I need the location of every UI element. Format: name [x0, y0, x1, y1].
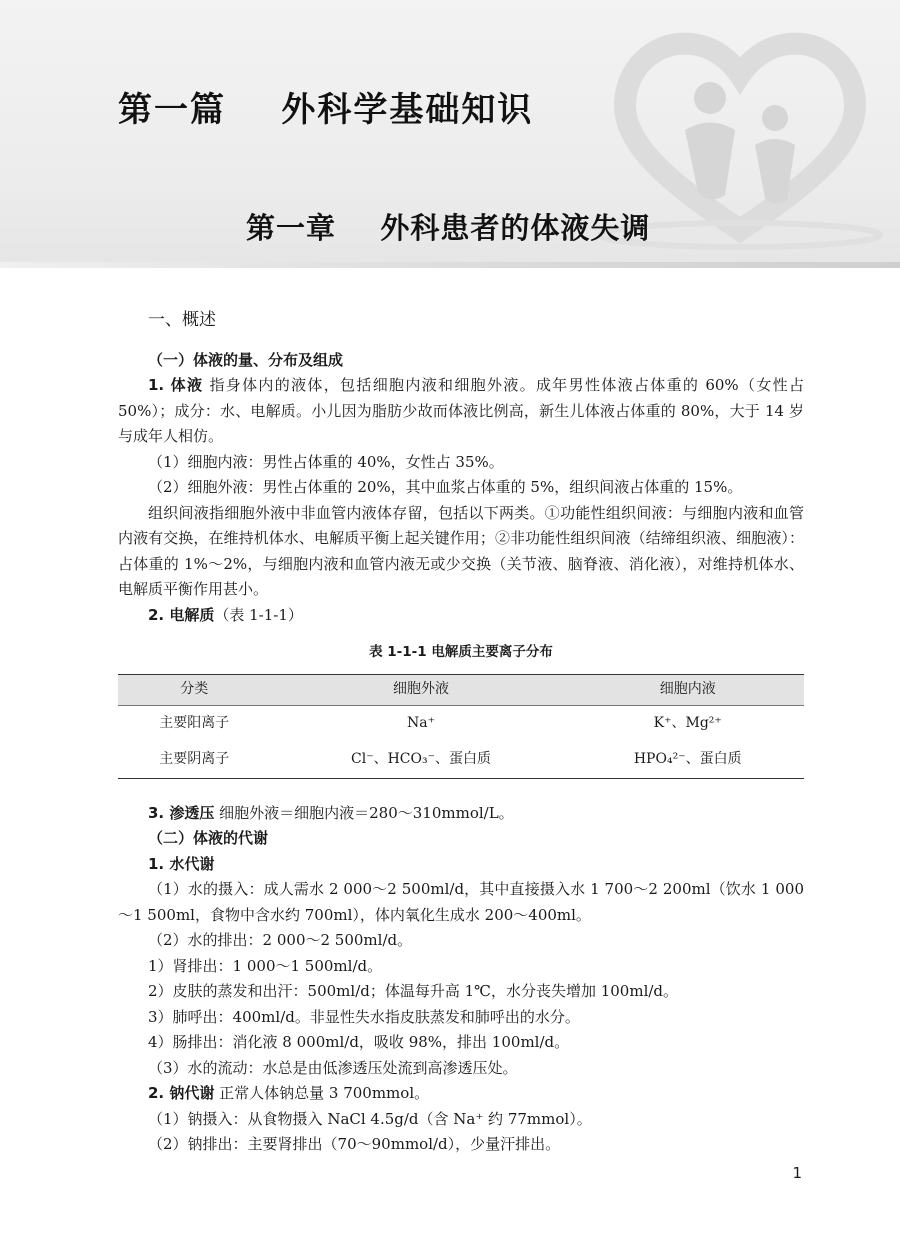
list-item: （1）钠摄入：从食物摄入 NaCl 4.5g/d（含 Na⁺ 约 77mmol）。 — [148, 1109, 592, 1128]
table-row — [118, 742, 804, 779]
table-row — [118, 705, 804, 742]
part-title: 第一篇 外科学基础知识 — [118, 90, 534, 130]
term-label: 1. 体液 — [148, 376, 204, 394]
list-item: （2）细胞外液：男性占体重的 20%，其中血浆占体重的 5%，组织间液占体重的 15%。 — [148, 478, 743, 496]
ion-table — [118, 674, 804, 779]
list-item: 2）皮肤的蒸发和出汗：500ml/d；体温每升高 1℃，水分丧失增加 100ml/d。 — [148, 982, 679, 1000]
header-divider — [0, 262, 900, 268]
table-cell: K⁺、Mg²⁺ — [653, 714, 722, 731]
electrolyte-line: 2. 电解质（表 1-1-1） — [148, 605, 303, 624]
list-item: 1）肾排出：1 000～1 500ml/d。 — [148, 956, 383, 975]
list-item: （3）水的流动：水总是由低渗透压处流到高渗透压处。 — [148, 1058, 518, 1077]
section-heading: 一、概述 — [148, 310, 216, 330]
list-item: （1）水的摄入：成人需水 2 000～2 500ml/d，其中直接摄入水 1 700～2 200ml（饮水 1 000～1 500ml，食物中含水约 700ml），体内氧化生成水 200～400ml。 — [118, 880, 804, 924]
table-header-cell: 细胞外液 — [271, 674, 572, 705]
list-item: （2）钠排出：主要肾排出（70～90mmol/d），少量汗排出。 — [148, 1135, 561, 1153]
term-label: 2. 电解质 — [148, 605, 215, 624]
chapter-title: 第一章 外科患者的体液失调 — [246, 211, 651, 245]
table-cell: Cl⁻、HCO₃⁻、蛋白质 — [271, 742, 572, 779]
subsection-heading: （一）体液的量、分布及组成 — [148, 350, 344, 369]
table-cell: HPO₄²⁻、蛋白质 — [571, 742, 804, 779]
table-cell: 主要阴离子 — [118, 742, 271, 779]
list-item: 4）肠排出：消化液 8 000ml/d，吸收 98%，排出 100ml/d。 — [148, 1033, 570, 1051]
table-header-row — [118, 674, 804, 705]
table-header-cell: 细胞内液 — [571, 674, 804, 705]
list-item: （2）水的排出：2 000～2 500ml/d。 — [148, 931, 413, 949]
table-cell: Na⁺ — [407, 714, 435, 731]
term-label: 2. 钠代谢 — [148, 1084, 215, 1102]
subsection-heading: （二）体液的代谢 — [148, 829, 269, 847]
list-item: 3）肺呼出：400ml/d。非显性失水指皮肤蒸发和肺呼出的水分。 — [148, 1007, 580, 1026]
table-header-cell: 分类 — [118, 674, 271, 705]
paragraph-interstitial: 组织间液指细胞外液中非血管内液体存留，包括以下两类。①功能性组织间液：与细胞内液和血管内液有交换，在维持机体水、电解质平衡上起关键作用；②非功能性组织间液（结缔组织液、细胞液）：占体重的 1%～2%，与细胞内液和血管内液无或少交换（关节液、脑脊液、消化液），对维持机体水、电解质平衡作用甚小。 — [118, 503, 804, 598]
water-metabolism-heading: 1. 水代谢 — [148, 854, 215, 873]
term-label: 3. 渗透压 — [148, 803, 215, 822]
osmotic-line: 3. 渗透压 细胞外液＝细胞内液＝280～310mmol/L。 — [148, 803, 514, 822]
table-title: 表 1-1-1 电解质主要离子分布 — [369, 644, 553, 660]
sodium-line: 2. 钠代谢 正常人体钠总量 3 700mmol。 — [148, 1084, 430, 1102]
page-body — [118, 302, 804, 1158]
page-number: 1 — [792, 1164, 802, 1182]
paragraph-body-fluid: 1. 体液 指身体内的液体，包括细胞内液和细胞外液。成年男性体液占体重的 60%（女性占 50%）；成分：水、电解质。小儿因为脂肪少故而体液比例高，新生儿体液占体重的 80%，大于 14 岁与成年人相仿。 — [118, 376, 804, 445]
list-item: （1）细胞内液：男性占体重的 40%，女性占 35%。 — [148, 452, 504, 471]
table-cell: 主要阳离子 — [159, 714, 230, 731]
